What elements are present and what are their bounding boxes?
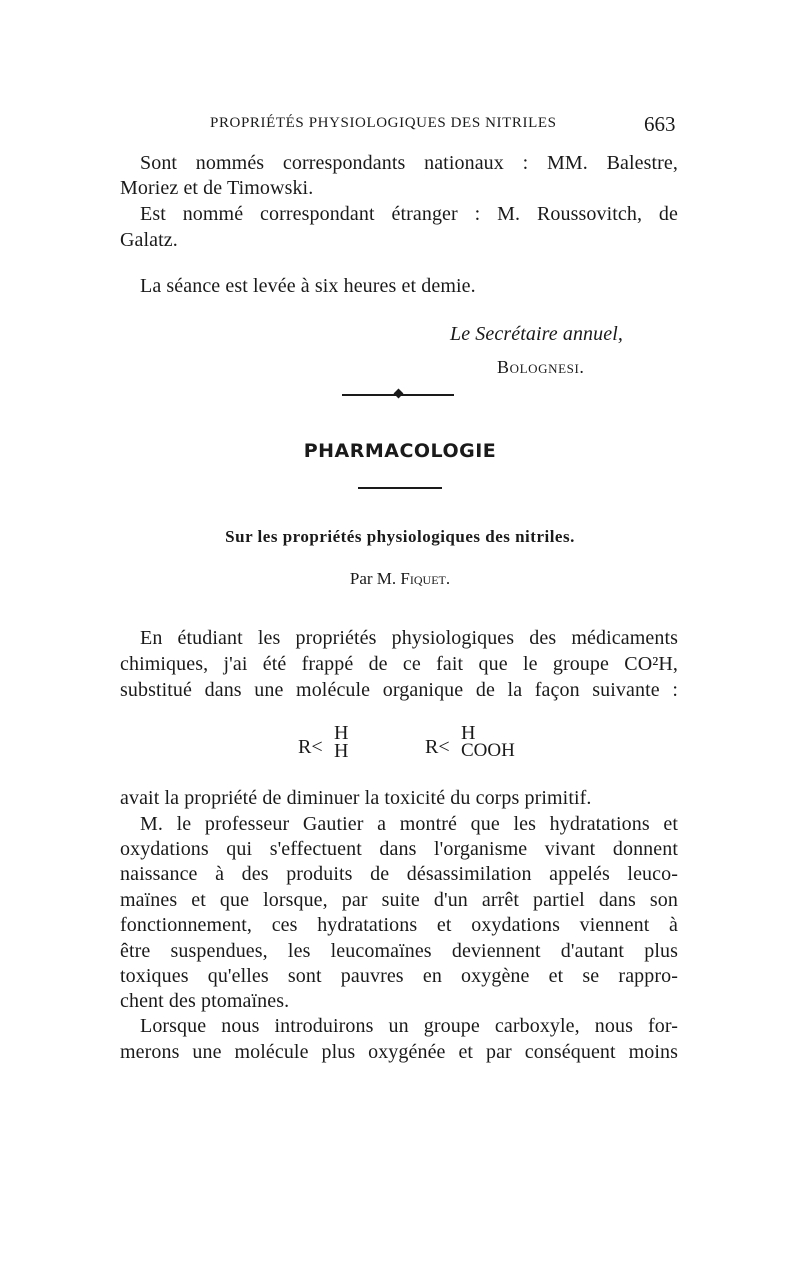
signature-name: Bolognesi. <box>497 357 585 377</box>
intro-line-2: Moriez et de Timowski. <box>120 177 314 199</box>
paragraph-3-line-6: être suspendues, les leucomaïnes deviennent d'autant plus <box>120 940 678 962</box>
paragraph-1-line-3: substitué dans une molécule organique de la façon suivante : <box>120 679 678 701</box>
signature-role: Le Secrétaire annuel, <box>450 323 623 345</box>
divider-diamond <box>394 389 404 399</box>
running-header: PROPRIÉTÉS PHYSIOLOGIQUES DES NITRILES <box>210 115 557 131</box>
article-byline <box>0 569 800 589</box>
byline-author: Fiquet. <box>400 569 451 588</box>
paragraph-3-line-5: fonctionnement, ces hydratations et oxydations viennent à <box>120 914 678 936</box>
paragraph-3-line-2: oxydations qui s'effectuent dans l'organisme vivant donnent <box>120 838 678 860</box>
paragraph-1-line-1: En étudiant les propriétés physiologiques des médicaments <box>140 627 678 649</box>
section-underline <box>358 487 442 489</box>
formula-left-bottom: H <box>334 740 349 762</box>
formula-left-r: R< <box>298 736 323 758</box>
byline-prefix: Par M. <box>349 569 397 588</box>
page-number: 663 <box>644 112 676 136</box>
formula-right-bottom: COOH <box>461 740 515 761</box>
paragraph-3-line-8: chent des ptomaïnes. <box>120 990 290 1012</box>
intro-line-5: La séance est levée à six heures et demie. <box>140 275 476 297</box>
article-title: Sur les propriétés physiologiques des nitriles. <box>225 527 575 546</box>
intro-line-1: Sont nommés correspondants nationaux : MM. Balestre, <box>140 152 678 174</box>
paragraph-3-line-7: toxiques qu'elles sont pauvres en oxygène et se rappro- <box>120 965 678 987</box>
intro-line-4: Galatz. <box>120 229 178 251</box>
paragraph-3-line-1: M. le professeur Gautier a montré que les hydratations et <box>140 813 678 835</box>
paragraph-4-line-1: Lorsque nous introduirons un groupe carboxyle, nous for- <box>140 1015 678 1037</box>
paragraph-2-line-1: avait la propriété de diminuer la toxicité du corps primitif. <box>120 787 592 809</box>
paragraph-3-line-4: maïnes et que lorsque, par suite d'un arrêt partiel dans son <box>120 889 678 911</box>
paragraph-1-line-2: chimiques, j'ai été frappé de ce fait que le groupe CO²H, <box>120 653 678 675</box>
formula-right-r: R< <box>425 736 450 758</box>
formula-left-top: H <box>334 722 349 744</box>
paragraph-4-line-2: merons une molécule plus oxygénée et par conséquent moins <box>120 1041 678 1063</box>
paragraph-3-line-3: naissance à des produits de désassimilation appelés leuco- <box>120 863 678 885</box>
formula-right-top: H <box>461 722 476 744</box>
section-title: PHARMACOLOGIE <box>303 440 497 462</box>
intro-line-3: Est nommé correspondant étranger : M. Roussovitch, de <box>140 203 678 225</box>
